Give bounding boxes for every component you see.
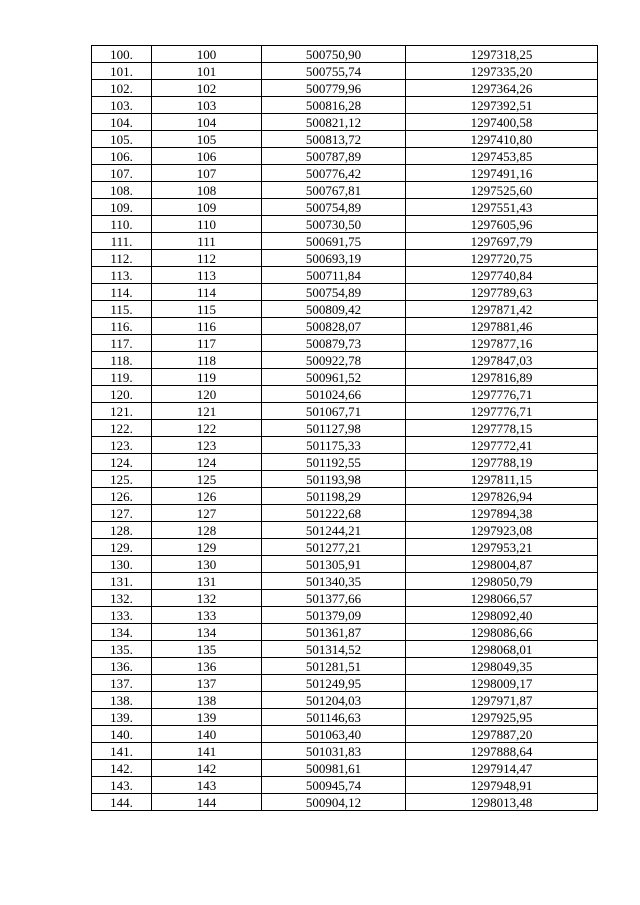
row-number-cell: 108. <box>92 182 152 199</box>
table-row <box>92 318 598 335</box>
y-coordinate-cell: 1298004,87 <box>406 556 598 573</box>
table-row <box>92 46 598 63</box>
x-coordinate-cell: 500730,50 <box>262 216 406 233</box>
x-coordinate-cell: 500813,72 <box>262 131 406 148</box>
row-number-cell: 137. <box>92 675 152 692</box>
y-coordinate-cell: 1298066,57 <box>406 590 598 607</box>
x-coordinate-cell: 501377,66 <box>262 590 406 607</box>
point-number-cell: 135 <box>152 641 262 658</box>
row-number-cell: 102. <box>92 80 152 97</box>
table-row <box>92 148 598 165</box>
y-coordinate-cell: 1297788,19 <box>406 454 598 471</box>
y-coordinate-cell: 1298092,40 <box>406 607 598 624</box>
y-coordinate-cell: 1297364,26 <box>406 80 598 97</box>
point-number-cell: 100 <box>152 46 262 63</box>
row-number-cell: 135. <box>92 641 152 658</box>
row-number-cell: 105. <box>92 131 152 148</box>
point-number-cell: 102 <box>152 80 262 97</box>
point-number-cell: 108 <box>152 182 262 199</box>
x-coordinate-cell: 501198,29 <box>262 488 406 505</box>
x-coordinate-cell: 501277,21 <box>262 539 406 556</box>
point-number-cell: 113 <box>152 267 262 284</box>
x-coordinate-cell: 500945,74 <box>262 777 406 794</box>
point-number-cell: 109 <box>152 199 262 216</box>
row-number-cell: 134. <box>92 624 152 641</box>
row-number-cell: 117. <box>92 335 152 352</box>
x-coordinate-cell: 500828,07 <box>262 318 406 335</box>
table-row <box>92 505 598 522</box>
table-row <box>92 471 598 488</box>
x-coordinate-cell: 500961,52 <box>262 369 406 386</box>
point-number-cell: 123 <box>152 437 262 454</box>
x-coordinate-cell: 501314,52 <box>262 641 406 658</box>
row-number-cell: 127. <box>92 505 152 522</box>
y-coordinate-cell: 1297826,94 <box>406 488 598 505</box>
table-row <box>92 420 598 437</box>
point-number-cell: 139 <box>152 709 262 726</box>
y-coordinate-cell: 1297789,63 <box>406 284 598 301</box>
table-row <box>92 539 598 556</box>
x-coordinate-cell: 501340,35 <box>262 573 406 590</box>
y-coordinate-cell: 1297881,46 <box>406 318 598 335</box>
point-number-cell: 140 <box>152 726 262 743</box>
row-number-cell: 110. <box>92 216 152 233</box>
table-row <box>92 114 598 131</box>
y-coordinate-cell: 1297925,95 <box>406 709 598 726</box>
x-coordinate-cell: 500711,84 <box>262 267 406 284</box>
row-number-cell: 131. <box>92 573 152 590</box>
y-coordinate-cell: 1297551,43 <box>406 199 598 216</box>
row-number-cell: 140. <box>92 726 152 743</box>
point-number-cell: 111 <box>152 233 262 250</box>
row-number-cell: 118. <box>92 352 152 369</box>
table-row <box>92 63 598 80</box>
x-coordinate-cell: 500691,75 <box>262 233 406 250</box>
y-coordinate-cell: 1297971,87 <box>406 692 598 709</box>
table-row <box>92 590 598 607</box>
row-number-cell: 113. <box>92 267 152 284</box>
x-coordinate-cell: 500779,96 <box>262 80 406 97</box>
point-number-cell: 120 <box>152 386 262 403</box>
point-number-cell: 117 <box>152 335 262 352</box>
y-coordinate-cell: 1297772,41 <box>406 437 598 454</box>
row-number-cell: 133. <box>92 607 152 624</box>
y-coordinate-cell: 1297877,16 <box>406 335 598 352</box>
table-row <box>92 97 598 114</box>
y-coordinate-cell: 1297778,15 <box>406 420 598 437</box>
y-coordinate-cell: 1298068,01 <box>406 641 598 658</box>
x-coordinate-cell: 501281,51 <box>262 658 406 675</box>
table-row <box>92 165 598 182</box>
table-row <box>92 250 598 267</box>
table-row <box>92 488 598 505</box>
table-row <box>92 624 598 641</box>
row-number-cell: 126. <box>92 488 152 505</box>
y-coordinate-cell: 1297914,47 <box>406 760 598 777</box>
table-row <box>92 403 598 420</box>
table-row <box>92 675 598 692</box>
y-coordinate-cell: 1297525,60 <box>406 182 598 199</box>
row-number-cell: 138. <box>92 692 152 709</box>
x-coordinate-cell: 500816,28 <box>262 97 406 114</box>
table-row <box>92 437 598 454</box>
y-coordinate-cell: 1298009,17 <box>406 675 598 692</box>
row-number-cell: 139. <box>92 709 152 726</box>
point-number-cell: 121 <box>152 403 262 420</box>
point-number-cell: 124 <box>152 454 262 471</box>
table-row <box>92 284 598 301</box>
point-number-cell: 132 <box>152 590 262 607</box>
y-coordinate-cell: 1297318,25 <box>406 46 598 63</box>
table-row <box>92 777 598 794</box>
point-number-cell: 130 <box>152 556 262 573</box>
point-number-cell: 142 <box>152 760 262 777</box>
point-number-cell: 106 <box>152 148 262 165</box>
y-coordinate-cell: 1297953,21 <box>406 539 598 556</box>
table-row <box>92 743 598 760</box>
x-coordinate-cell: 501146,63 <box>262 709 406 726</box>
row-number-cell: 112. <box>92 250 152 267</box>
row-number-cell: 128. <box>92 522 152 539</box>
row-number-cell: 136. <box>92 658 152 675</box>
point-number-cell: 114 <box>152 284 262 301</box>
y-coordinate-cell: 1297335,20 <box>406 63 598 80</box>
table-row <box>92 794 598 811</box>
y-coordinate-cell: 1297776,71 <box>406 386 598 403</box>
y-coordinate-cell: 1297887,20 <box>406 726 598 743</box>
x-coordinate-cell: 501361,87 <box>262 624 406 641</box>
y-coordinate-cell: 1298086,66 <box>406 624 598 641</box>
table-row <box>92 216 598 233</box>
y-coordinate-cell: 1297923,08 <box>406 522 598 539</box>
row-number-cell: 143. <box>92 777 152 794</box>
x-coordinate-cell: 501305,91 <box>262 556 406 573</box>
x-coordinate-cell: 501222,68 <box>262 505 406 522</box>
y-coordinate-cell: 1297871,42 <box>406 301 598 318</box>
point-number-cell: 112 <box>152 250 262 267</box>
y-coordinate-cell: 1298049,35 <box>406 658 598 675</box>
x-coordinate-cell: 501127,98 <box>262 420 406 437</box>
table-row <box>92 658 598 675</box>
table-row <box>92 301 598 318</box>
x-coordinate-cell: 501204,03 <box>262 692 406 709</box>
y-coordinate-cell: 1297888,64 <box>406 743 598 760</box>
row-number-cell: 100. <box>92 46 152 63</box>
coordinates-table <box>91 45 598 811</box>
x-coordinate-cell: 500821,12 <box>262 114 406 131</box>
row-number-cell: 107. <box>92 165 152 182</box>
x-coordinate-cell: 500776,42 <box>262 165 406 182</box>
point-number-cell: 143 <box>152 777 262 794</box>
table-row <box>92 641 598 658</box>
y-coordinate-cell: 1297740,84 <box>406 267 598 284</box>
point-number-cell: 104 <box>152 114 262 131</box>
point-number-cell: 134 <box>152 624 262 641</box>
point-number-cell: 118 <box>152 352 262 369</box>
row-number-cell: 141. <box>92 743 152 760</box>
x-coordinate-cell: 501379,09 <box>262 607 406 624</box>
y-coordinate-cell: 1297811,15 <box>406 471 598 488</box>
point-number-cell: 129 <box>152 539 262 556</box>
point-number-cell: 128 <box>152 522 262 539</box>
y-coordinate-cell: 1297948,91 <box>406 777 598 794</box>
row-number-cell: 116. <box>92 318 152 335</box>
point-number-cell: 131 <box>152 573 262 590</box>
y-coordinate-cell: 1297491,16 <box>406 165 598 182</box>
x-coordinate-cell: 501063,40 <box>262 726 406 743</box>
row-number-cell: 144. <box>92 794 152 811</box>
row-number-cell: 125. <box>92 471 152 488</box>
x-coordinate-cell: 500693,19 <box>262 250 406 267</box>
table-row <box>92 692 598 709</box>
row-number-cell: 142. <box>92 760 152 777</box>
x-coordinate-cell: 500767,81 <box>262 182 406 199</box>
table-row <box>92 726 598 743</box>
x-coordinate-cell: 501024,66 <box>262 386 406 403</box>
x-coordinate-cell: 500809,42 <box>262 301 406 318</box>
y-coordinate-cell: 1297720,75 <box>406 250 598 267</box>
x-coordinate-cell: 500981,61 <box>262 760 406 777</box>
point-number-cell: 105 <box>152 131 262 148</box>
table-row <box>92 131 598 148</box>
y-coordinate-cell: 1297697,79 <box>406 233 598 250</box>
x-coordinate-cell: 501192,55 <box>262 454 406 471</box>
y-coordinate-cell: 1297776,71 <box>406 403 598 420</box>
row-number-cell: 123. <box>92 437 152 454</box>
point-number-cell: 126 <box>152 488 262 505</box>
point-number-cell: 133 <box>152 607 262 624</box>
point-number-cell: 141 <box>152 743 262 760</box>
y-coordinate-cell: 1297605,96 <box>406 216 598 233</box>
x-coordinate-cell: 501193,98 <box>262 471 406 488</box>
table-row <box>92 760 598 777</box>
table-row <box>92 352 598 369</box>
x-coordinate-cell: 501067,71 <box>262 403 406 420</box>
x-coordinate-cell: 500754,89 <box>262 284 406 301</box>
row-number-cell: 106. <box>92 148 152 165</box>
point-number-cell: 144 <box>152 794 262 811</box>
point-number-cell: 115 <box>152 301 262 318</box>
y-coordinate-cell: 1298013,48 <box>406 794 598 811</box>
x-coordinate-cell: 500755,74 <box>262 63 406 80</box>
x-coordinate-cell: 500879,73 <box>262 335 406 352</box>
row-number-cell: 129. <box>92 539 152 556</box>
point-number-cell: 127 <box>152 505 262 522</box>
row-number-cell: 111. <box>92 233 152 250</box>
row-number-cell: 130. <box>92 556 152 573</box>
y-coordinate-cell: 1297410,80 <box>406 131 598 148</box>
table-row <box>92 199 598 216</box>
point-number-cell: 116 <box>152 318 262 335</box>
x-coordinate-cell: 500922,78 <box>262 352 406 369</box>
table-row <box>92 386 598 403</box>
point-number-cell: 103 <box>152 97 262 114</box>
point-number-cell: 119 <box>152 369 262 386</box>
row-number-cell: 119. <box>92 369 152 386</box>
x-coordinate-cell: 500904,12 <box>262 794 406 811</box>
point-number-cell: 136 <box>152 658 262 675</box>
x-coordinate-cell: 501244,21 <box>262 522 406 539</box>
point-number-cell: 138 <box>152 692 262 709</box>
x-coordinate-cell: 500750,90 <box>262 46 406 63</box>
table-row <box>92 267 598 284</box>
x-coordinate-cell: 500754,89 <box>262 199 406 216</box>
table-row <box>92 233 598 250</box>
point-number-cell: 107 <box>152 165 262 182</box>
y-coordinate-cell: 1298050,79 <box>406 573 598 590</box>
x-coordinate-cell: 501249,95 <box>262 675 406 692</box>
y-coordinate-cell: 1297400,58 <box>406 114 598 131</box>
point-number-cell: 110 <box>152 216 262 233</box>
point-number-cell: 101 <box>152 63 262 80</box>
table-row <box>92 556 598 573</box>
point-number-cell: 122 <box>152 420 262 437</box>
row-number-cell: 115. <box>92 301 152 318</box>
row-number-cell: 109. <box>92 199 152 216</box>
point-number-cell: 125 <box>152 471 262 488</box>
point-number-cell: 137 <box>152 675 262 692</box>
table-row <box>92 573 598 590</box>
y-coordinate-cell: 1297453,85 <box>406 148 598 165</box>
row-number-cell: 122. <box>92 420 152 437</box>
row-number-cell: 121. <box>92 403 152 420</box>
row-number-cell: 120. <box>92 386 152 403</box>
table-row <box>92 335 598 352</box>
table-row <box>92 182 598 199</box>
row-number-cell: 104. <box>92 114 152 131</box>
x-coordinate-cell: 501175,33 <box>262 437 406 454</box>
y-coordinate-cell: 1297392,51 <box>406 97 598 114</box>
x-coordinate-cell: 500787,89 <box>262 148 406 165</box>
y-coordinate-cell: 1297847,03 <box>406 352 598 369</box>
table-row <box>92 522 598 539</box>
row-number-cell: 101. <box>92 63 152 80</box>
coordinates-table-body <box>92 46 598 811</box>
table-row <box>92 80 598 97</box>
y-coordinate-cell: 1297894,38 <box>406 505 598 522</box>
row-number-cell: 124. <box>92 454 152 471</box>
table-row <box>92 709 598 726</box>
table-row <box>92 454 598 471</box>
table-row <box>92 607 598 624</box>
row-number-cell: 103. <box>92 97 152 114</box>
row-number-cell: 132. <box>92 590 152 607</box>
x-coordinate-cell: 501031,83 <box>262 743 406 760</box>
table-row <box>92 369 598 386</box>
y-coordinate-cell: 1297816,89 <box>406 369 598 386</box>
row-number-cell: 114. <box>92 284 152 301</box>
